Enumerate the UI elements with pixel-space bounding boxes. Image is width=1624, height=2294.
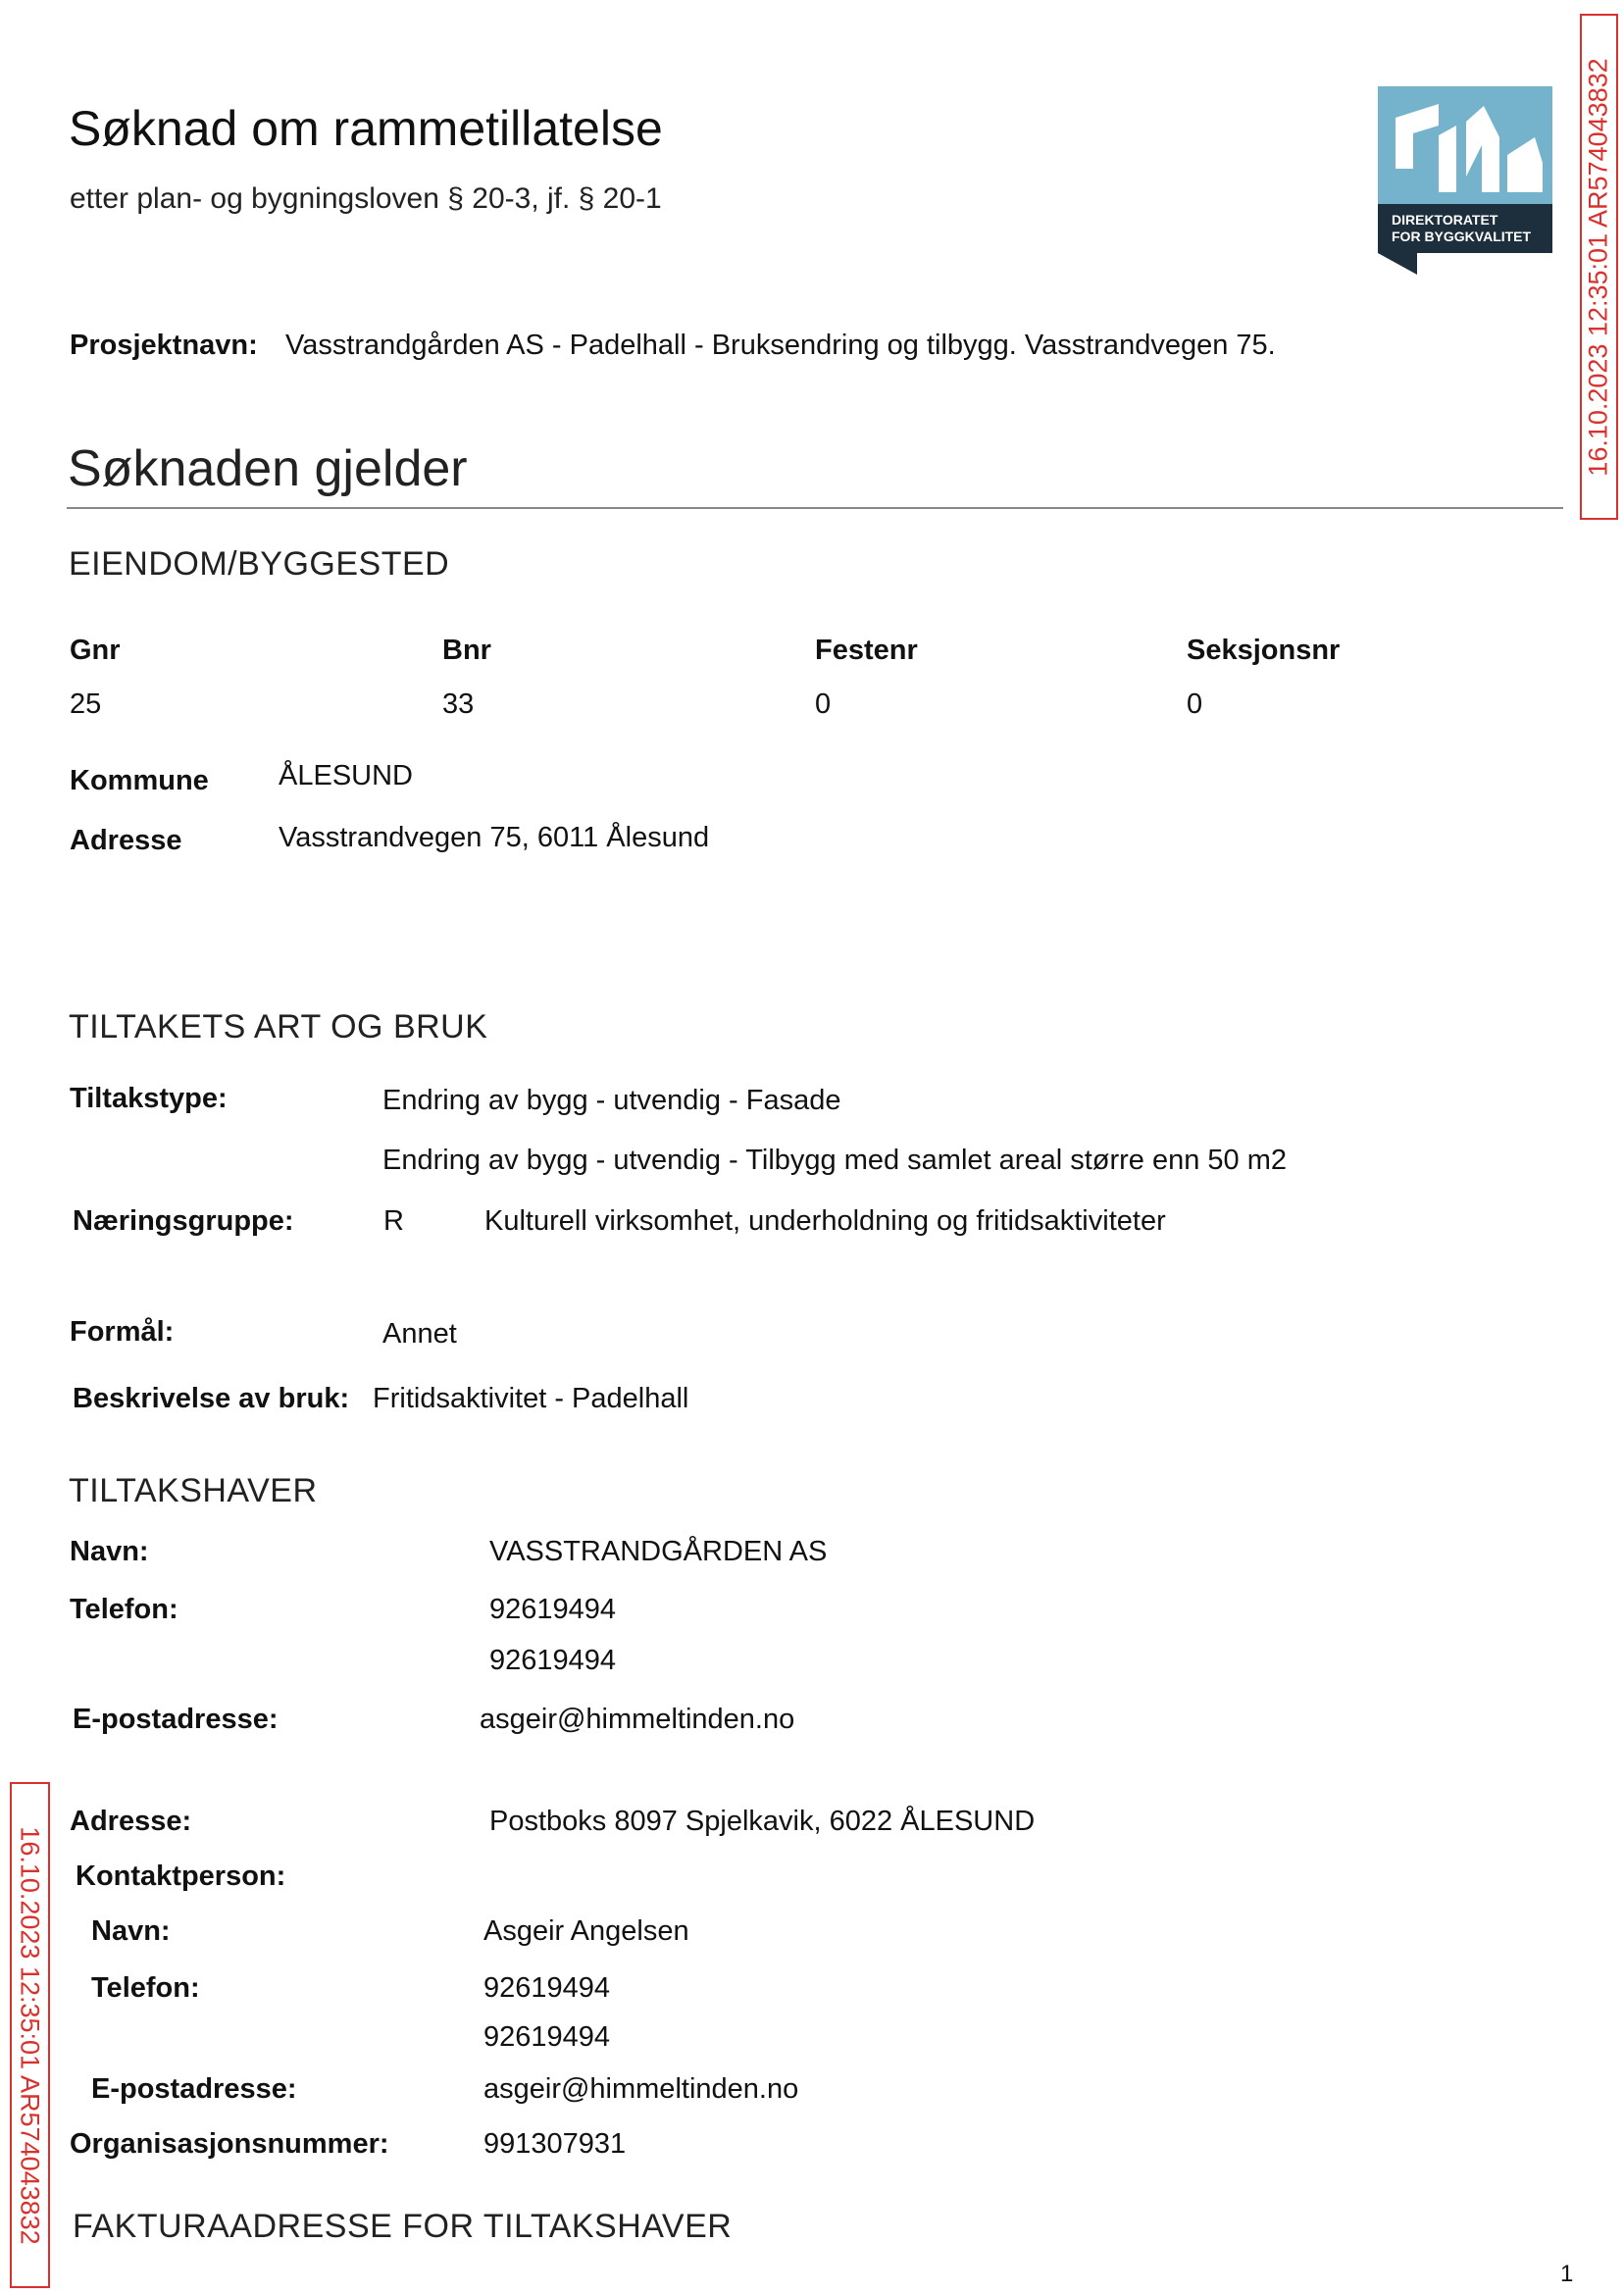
- formal-label: Formål:: [70, 1316, 175, 1348]
- seksjonsnr-value: 0: [1187, 688, 1203, 720]
- eiendom-heading: EIENDOM/BYGGESTED: [69, 545, 450, 583]
- kp-telefon-value-2: 92619494: [483, 2021, 611, 2053]
- dibk-logo-icon: [1378, 86, 1552, 275]
- timestamp-stamp-right: [1580, 14, 1618, 520]
- bnr-label: Bnr: [442, 635, 491, 666]
- seksjonsnr-label: Seksjonsnr: [1187, 635, 1341, 666]
- naeringsgruppe-text: Kulturell virksomhet, underholdning og fritidsaktiviteter: [484, 1205, 1166, 1237]
- tiltakshaver-heading: TILTAKSHAVER: [69, 1472, 318, 1509]
- faktura-heading: FAKTURAADRESSE FOR TILTAKSHAVER: [73, 2208, 733, 2245]
- gnr-label: Gnr: [70, 635, 121, 666]
- naeringsgruppe-code: R: [383, 1205, 404, 1237]
- project-value: Vasstrandgården AS - Padelhall - Bruksendring og tilbygg. Vasstrandvegen 75.: [285, 330, 1276, 361]
- dibk-logo: [1378, 86, 1552, 275]
- th-navn-label: Navn:: [70, 1536, 149, 1567]
- tiltakstype-value-1: Endring av bygg - utvendig - Fasade: [382, 1085, 841, 1116]
- bnr-value: 33: [442, 688, 475, 720]
- kontaktperson-label: Kontaktperson:: [76, 1861, 286, 1892]
- kp-epost-value: asgeir@himmeltinden.no: [483, 2073, 799, 2105]
- org-label: Organisasjonsnummer:: [70, 2128, 389, 2160]
- tiltakstype-value-2: Endring av bygg - utvendig - Tilbygg med samlet areal større enn 50 m2: [382, 1145, 1288, 1176]
- kp-epost-label: E-postadresse:: [91, 2073, 297, 2105]
- th-telefon-value-2: 92619494: [489, 1645, 617, 1676]
- project-label: Prosjektnavn:: [70, 330, 258, 361]
- adresse-value: Vasstrandvegen 75, 6011 Ålesund: [279, 822, 710, 853]
- logo-line1: DIREKTORATET: [1392, 212, 1498, 228]
- th-navn-value: VASSTRANDGÅRDEN AS: [489, 1536, 828, 1567]
- th-telefon-label: Telefon:: [70, 1594, 178, 1625]
- timestamp-stamp-left: [10, 1782, 50, 2288]
- kp-telefon-value-1: 92619494: [483, 1972, 611, 2004]
- document-subtitle: etter plan- og bygningsloven § 20-3, jf. § 20-1: [70, 182, 662, 215]
- page-number: 1: [1560, 2261, 1574, 2287]
- festenr-value: 0: [815, 688, 832, 720]
- kommune-value: ÅLESUND: [279, 760, 413, 791]
- bruk-label: Beskrivelse av bruk:: [73, 1383, 350, 1414]
- stamp-text: 16.10.2023 12:35:01 AR574043832: [16, 1825, 45, 2245]
- stamp-text: 16.10.2023 12:35:01 AR574043832: [1584, 57, 1613, 477]
- festenr-label: Festenr: [815, 635, 918, 666]
- tiltakstype-label: Tiltakstype:: [70, 1083, 228, 1114]
- document-title: Søknad om rammetillatelse: [69, 101, 663, 156]
- section-title: Søknaden gjelder: [68, 440, 468, 497]
- kp-navn-value: Asgeir Angelsen: [483, 1915, 689, 1947]
- th-epost-value: asgeir@himmeltinden.no: [480, 1704, 795, 1735]
- th-telefon-value-1: 92619494: [489, 1594, 617, 1625]
- adresse-label: Adresse: [70, 825, 182, 856]
- bruk-value: Fritidsaktivitet - Padelhall: [373, 1383, 689, 1414]
- tiltak-heading: TILTAKETS ART OG BRUK: [69, 1008, 488, 1045]
- kp-telefon-label: Telefon:: [91, 1972, 200, 2004]
- th-adresse-label: Adresse:: [70, 1806, 192, 1837]
- kp-navn-label: Navn:: [91, 1915, 171, 1947]
- naeringsgruppe-label: Næringsgruppe:: [73, 1205, 294, 1237]
- logo-line2: FOR BYGGKVALITET: [1392, 229, 1532, 244]
- section-divider: [67, 507, 1563, 509]
- th-adresse-value: Postboks 8097 Spjelkavik, 6022 ÅLESUND: [489, 1806, 1036, 1837]
- gnr-value: 25: [70, 688, 102, 720]
- kommune-label: Kommune: [70, 765, 209, 796]
- formal-value: Annet: [382, 1318, 457, 1350]
- org-value: 991307931: [483, 2128, 627, 2160]
- th-epost-label: E-postadresse:: [73, 1704, 279, 1735]
